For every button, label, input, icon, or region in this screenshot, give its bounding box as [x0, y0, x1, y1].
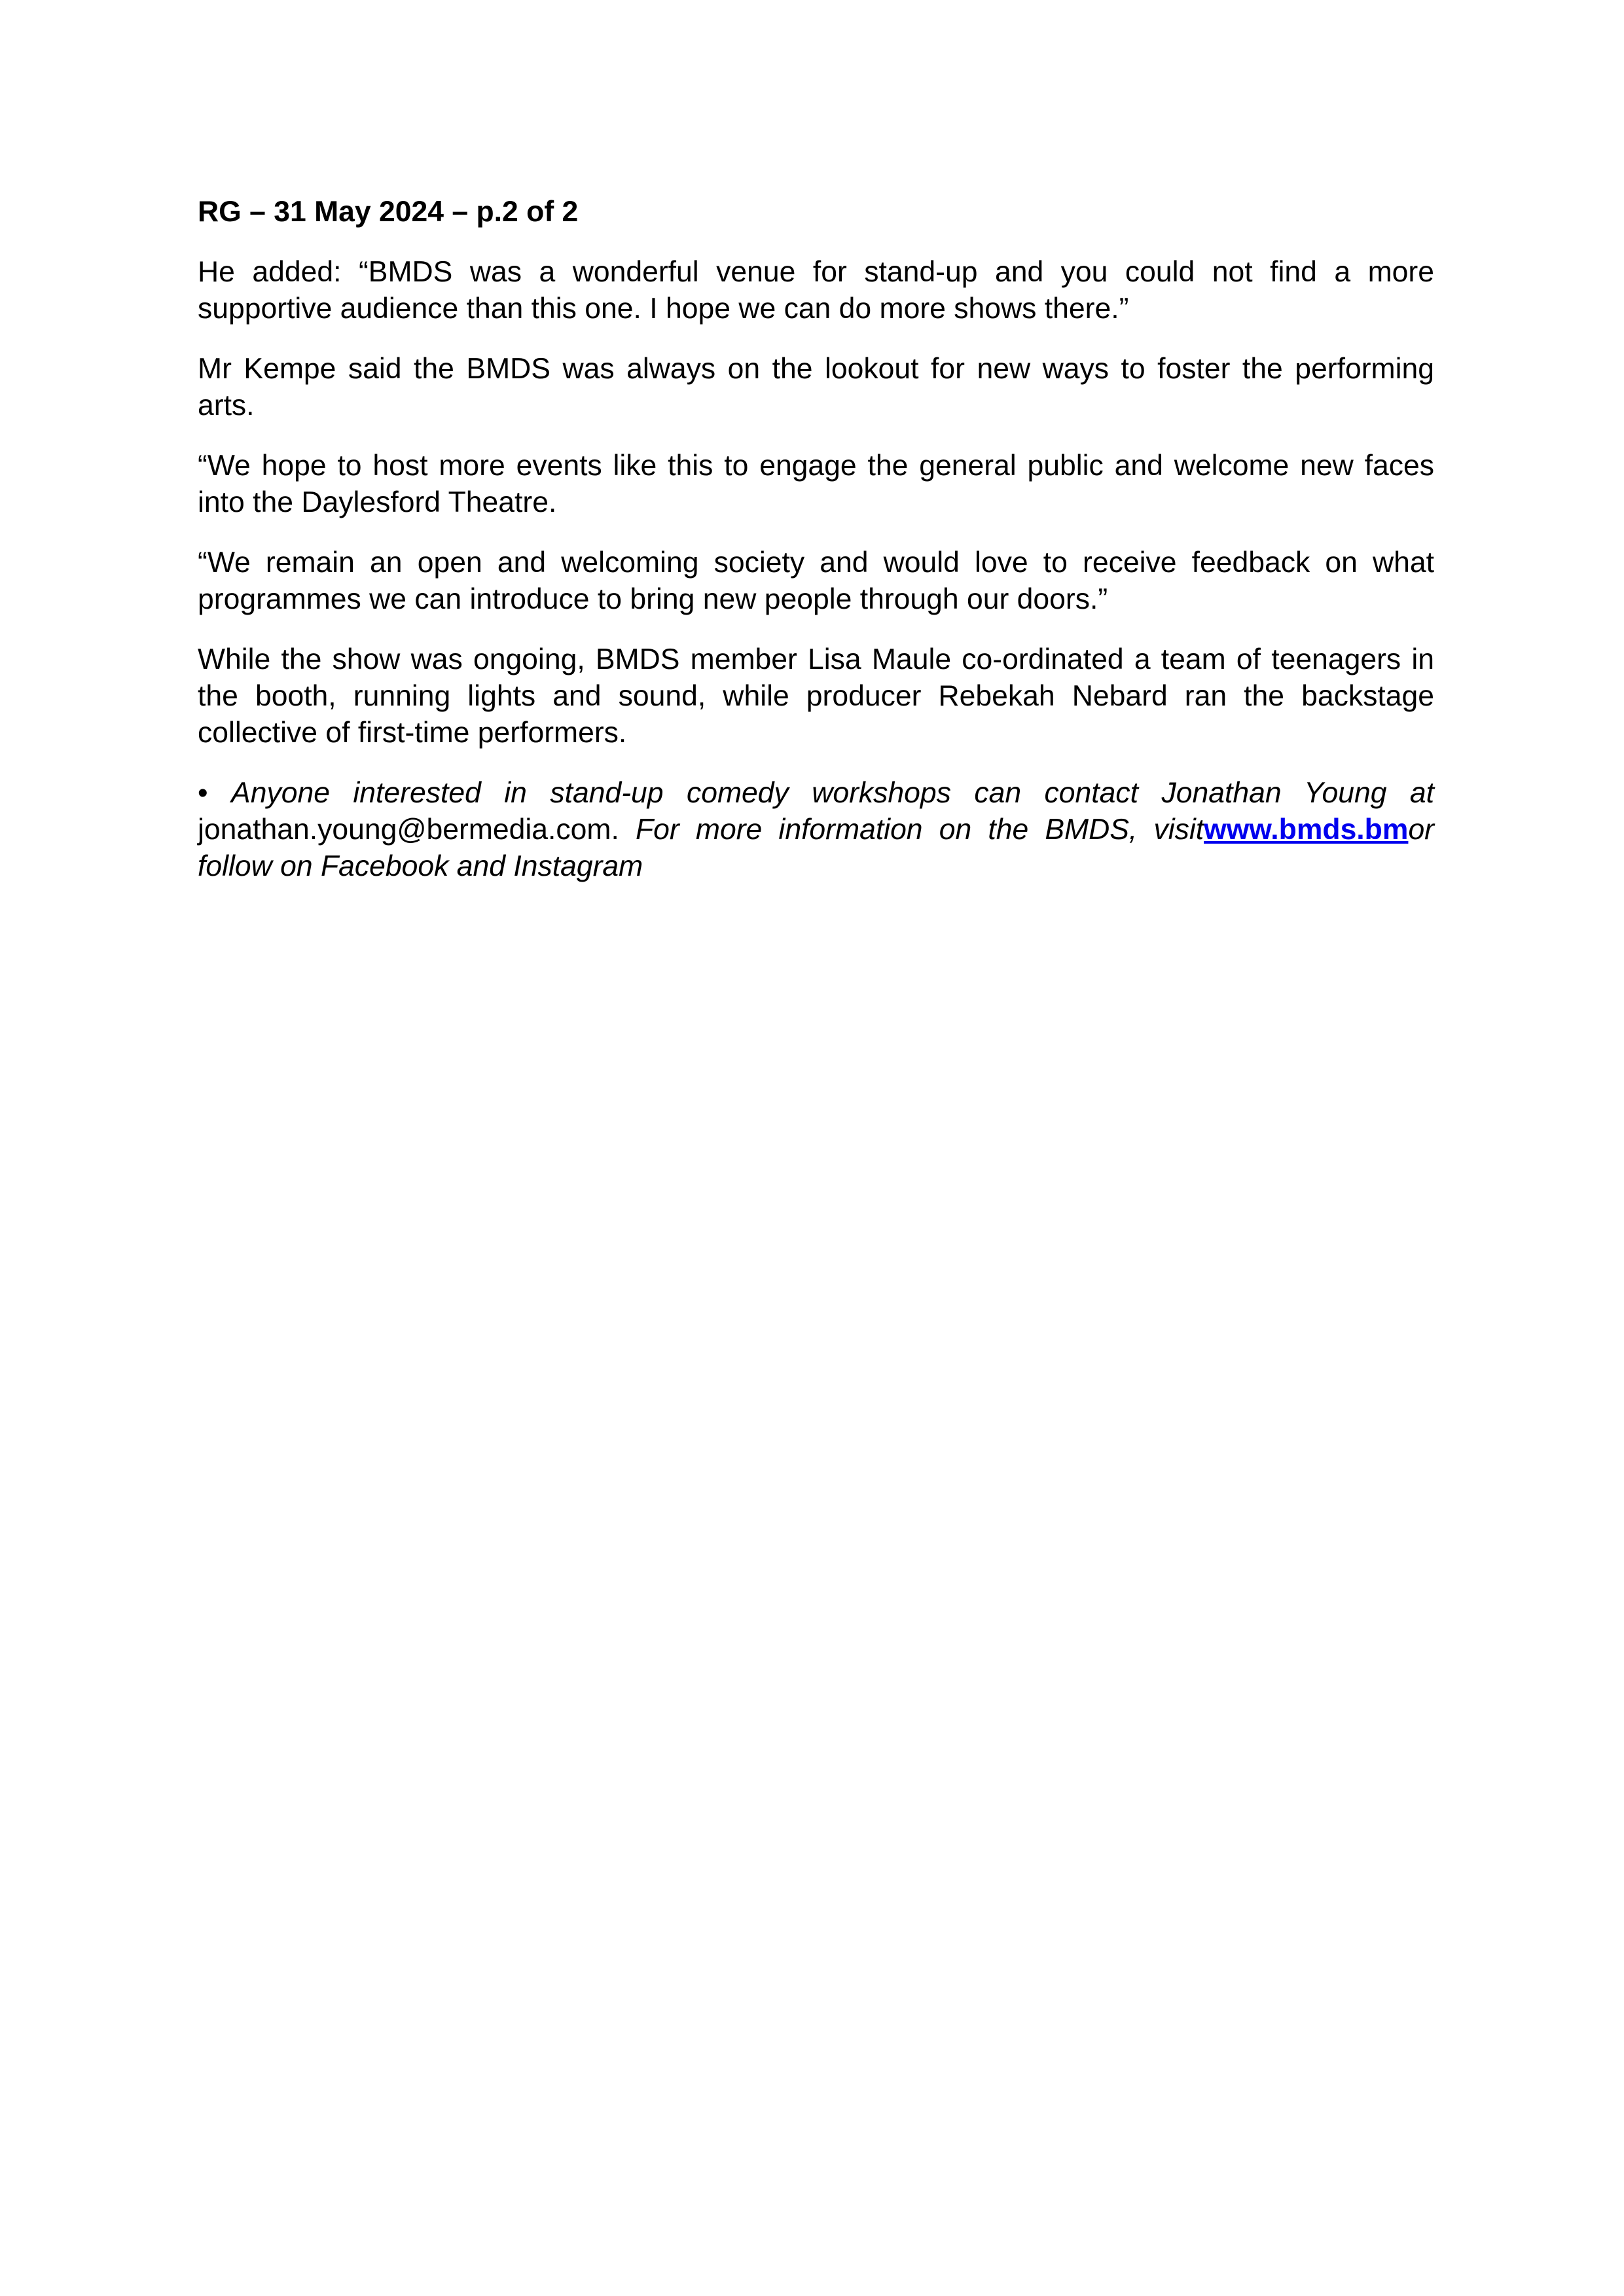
website-link[interactable]: www.bmds.bm — [1204, 814, 1409, 846]
paragraph-3: “We hope to host more events like this to engage the general public and welcome new faces into the Daylesford Theatre. — [198, 450, 1434, 518]
note-outro: or follow on Facebook and Instagram — [198, 814, 1435, 882]
note-more-info: For more information on the BMDS, visit — [636, 814, 1204, 846]
paragraph-2: Mr Kempe said the BMDS was always on the lookout for new ways to foster the performing arts. — [198, 353, 1434, 422]
document-body — [198, 194, 1434, 908]
contact-note — [198, 775, 1434, 885]
paragraph-4: “We remain an open and welcoming society and would love to receive feedback on what programmes we can introduce to bring new people through our doors.” — [198, 547, 1434, 615]
note-intro: Anyone interested in stand-up comedy workshops can contact Jonathan Young at — [231, 777, 1434, 809]
contact-email: jonathan.young@bermedia.com. — [198, 814, 636, 846]
note-bullet: • — [198, 777, 232, 809]
paragraph-5: While the show was ongoing, BMDS member Lisa Maule co-ordinated a team of teenagers in the booth, running lights and sound, while producer Rebekah Nebard ran the backstage collective of first-time performers. — [198, 643, 1434, 749]
paragraph-1: He added: “BMDS was a wonderful venue for stand-up and you could not find a more supportive audience than this one. I hope we can do more shows there.” — [198, 256, 1434, 325]
page-header: RG – 31 May 2024 – p.2 of 2 — [198, 196, 579, 228]
